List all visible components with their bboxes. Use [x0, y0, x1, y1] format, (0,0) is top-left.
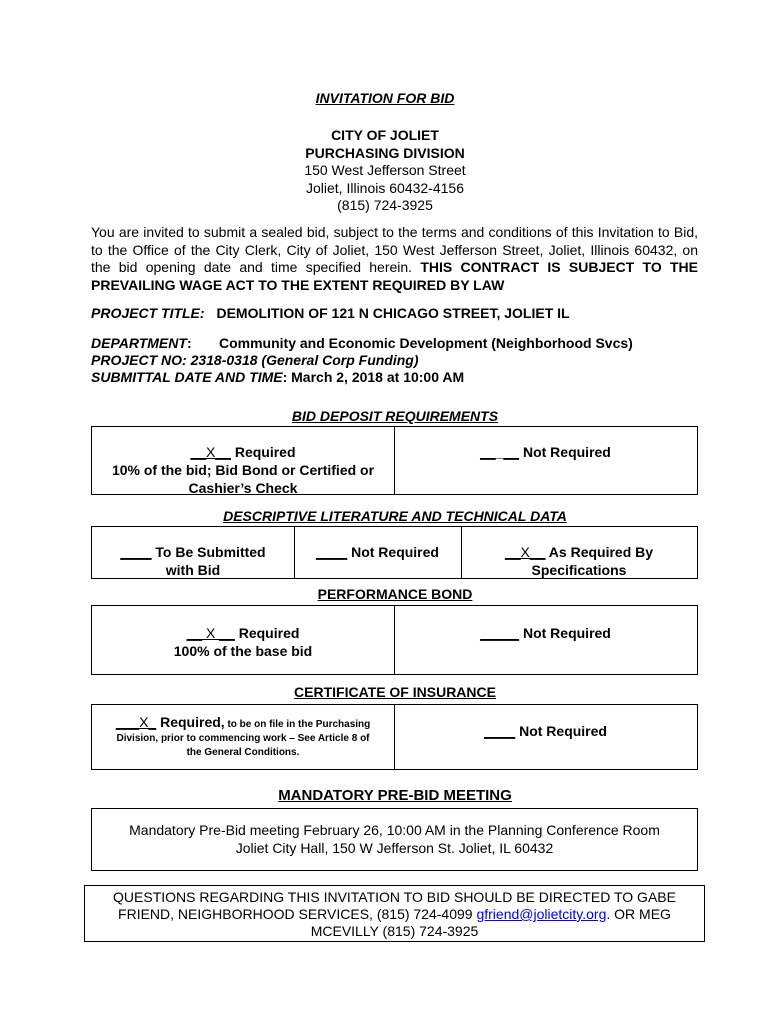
insurance-not-required-mark: ____ [484, 723, 516, 739]
project-title-label: PROJECT TITLE: [91, 305, 205, 321]
project-title-row [91, 305, 570, 321]
questions-line-3: MCEVILLY (815) 724-3925 [310, 923, 479, 939]
invitation-title: INVITATION FOR BID [315, 90, 455, 106]
insurance-heading: CERTIFICATE OF INSURANCE [294, 684, 496, 700]
street-address: 150 West Jefferson Street [304, 162, 466, 178]
literature-as-required-cell [461, 543, 697, 579]
performance-bond-required-label: Required [234, 625, 300, 641]
performance-bond-heading: PERFORMANCE BOND [317, 586, 473, 602]
bid-deposit-not-required-cell [394, 443, 697, 461]
questions-box [84, 885, 705, 942]
bid-deposit-not-required-mark-3: __ [503, 444, 520, 460]
contact-email-link[interactable]: gfriend@jolietcity.org [476, 906, 607, 922]
literature-as-required-mark: __X__ [504, 544, 546, 560]
literature-box [91, 526, 698, 579]
bid-deposit-not-required-label: Not Required [519, 444, 611, 460]
bid-deposit-required-detail: 10% of the bid; Bid Bond or Certified or [111, 462, 375, 478]
insurance-box [91, 704, 698, 770]
insurance-required-cell [92, 715, 394, 760]
division-name: PURCHASING DIVISION [305, 144, 465, 161]
questions-line-2: FRIEND, NEIGHBORHOOD SERVICES, (815) 724-4099 [118, 906, 477, 922]
literature-as-required-label: As Required By [545, 544, 654, 560]
bid-deposit-required-detail-2: Cashier’s Check [188, 480, 298, 496]
literature-to-be-submitted-cell [92, 543, 294, 579]
literature-submitted-label: To Be Submitted [151, 544, 266, 560]
questions-line-1: QUESTIONS REGARDING THIS INVITATION TO BID SHOULD BE DIRECTED TO GABE [113, 889, 676, 905]
performance-bond-not-required-mark: _____ [480, 625, 520, 641]
department-row [91, 335, 192, 351]
performance-bond-required-mark: __ X __ [186, 625, 235, 641]
literature-not-required-label: Not Required [347, 544, 439, 560]
insurance-not-required-cell [394, 722, 697, 740]
literature-heading: DESCRIPTIVE LITERATURE AND TECHNICAL DATA [223, 508, 567, 524]
insurance-not-required-label: Not Required [515, 723, 607, 739]
literature-as-required-label-2: Specifications [531, 562, 627, 578]
submittal-value: : March 2, 2018 at 10:00 AM [282, 369, 465, 385]
bid-deposit-not-required-mark-2: _ [495, 444, 504, 460]
city-state-zip: Joliet, Illinois 60432-4156 [306, 179, 464, 196]
performance-bond-not-required-cell [394, 624, 697, 642]
prebid-line-1: Mandatory Pre-Bid meeting February 26, 10:00 AM in the Planning Conference Room [129, 822, 660, 838]
performance-bond-not-required-label: Not Required [519, 625, 611, 641]
bid-deposit-not-required-mark: __ [480, 444, 496, 460]
department-value: Community and Economic Development (Neighborhood Svcs) [219, 335, 633, 351]
performance-bond-required-cell [92, 624, 394, 660]
performance-bond-required-detail: 100% of the base bid [173, 643, 313, 659]
insurance-required-mark: ___X_ [115, 714, 157, 730]
intro-text: You are invited to submit a sealed bid, subject to the terms and conditions of this Invitation to Bid, to the Office of the City Clerk, City of Joliet, 150 West Jefferson Street, Joliet, Illinois 60432, on the bid opening date and time specified herein. [91, 224, 698, 276]
prebid-heading: MANDATORY PRE-BID MEETING [278, 787, 512, 804]
literature-not-required-cell [294, 543, 461, 561]
bid-deposit-required-label: Required [230, 444, 296, 460]
performance-bond-box [91, 605, 698, 675]
prebid-box [91, 808, 698, 871]
prevailing-wage-notice: THIS CONTRACT IS SUBJECT TO THE PREVAILING WAGE ACT TO THE EXTENT REQUIRED BY LAW [91, 259, 698, 293]
literature-submitted-mark: ____ [120, 544, 152, 560]
insurance-required-note: to be on file in the Purchasing [224, 719, 371, 730]
bid-deposit-required-mark: __X__ [190, 444, 231, 460]
department-label: DEPARTMENT [91, 335, 187, 351]
literature-submitted-label-2: with Bid [165, 562, 221, 578]
bid-deposit-heading: BID DEPOSIT REQUIREMENTS [291, 408, 499, 424]
address-block [0, 127, 770, 215]
literature-not-required-mark: ____ [316, 544, 348, 560]
project-number: PROJECT NO: 2318-0318 (General Corp Funding) [91, 352, 419, 368]
bid-deposit-box [91, 426, 698, 495]
intro-paragraph [91, 224, 698, 294]
city-name: CITY OF JOLIET [331, 127, 439, 143]
insurance-required-note-2: Division, prior to commencing work – See Article 8 of [116, 733, 370, 744]
project-title-value: DEMOLITION OF 121 N CHICAGO STREET, JOLIET IL [216, 305, 570, 321]
department-colon: : [186, 335, 192, 351]
insurance-required-label: Required, [156, 714, 225, 730]
submittal-row [91, 369, 464, 385]
insurance-required-note-3: the General Conditions. [186, 747, 300, 758]
prebid-line-2: Joliet City Hall, 150 W Jefferson St. Joliet, IL 60432 [235, 839, 554, 856]
phone-number: (815) 724-3925 [337, 197, 433, 213]
submittal-label: SUBMITTAL DATE AND TIME [91, 369, 283, 385]
questions-line-2-end: . OR MEG [606, 906, 671, 922]
bid-deposit-required-cell [92, 443, 394, 497]
